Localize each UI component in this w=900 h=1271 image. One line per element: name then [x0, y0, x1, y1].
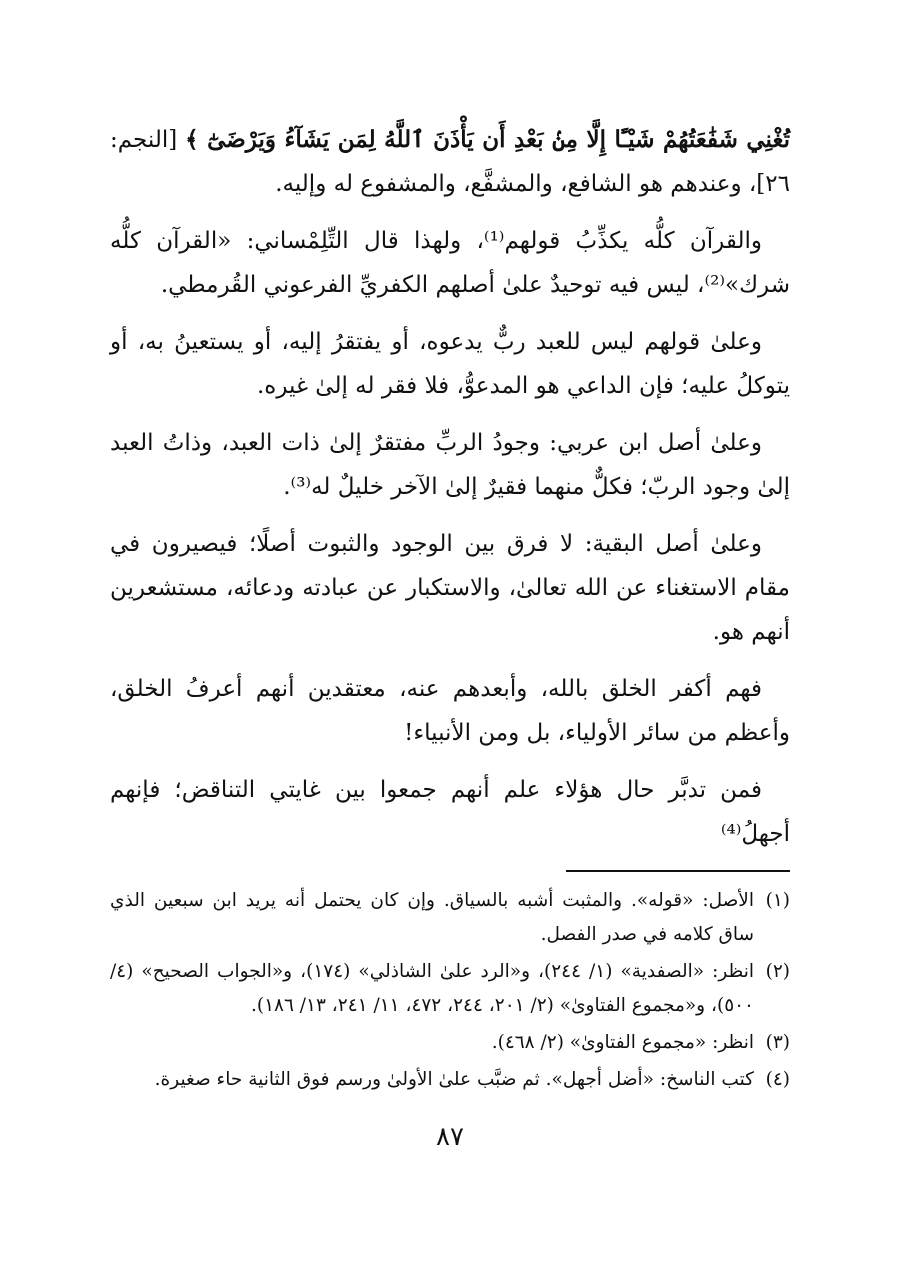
- footnote-text: انظر: «مجموع الفتاوىٰ» (٢/ ٤٦٨).: [491, 1032, 754, 1053]
- footnote-2: [110, 955, 790, 1023]
- footnotes: [110, 884, 790, 1100]
- page-number: ٨٧: [436, 1122, 464, 1152]
- footnote-number: (٢): [765, 961, 790, 982]
- footnote-number: (١): [765, 890, 790, 911]
- quran-verse: تُغْنِي شَفَٰعَتُهُمْ شَيْـًٔا إِلَّا مِنۢ بَعْدِ أَن يَأْذَنَ ٱللَّهُ لِمَن يَشَآءُ وَيَرْضَىٰٓ ﴾: [185, 126, 790, 153]
- paragraph-2: والقرآن كلُّه يكذِّبُ قولهم⁽¹⁾، ولهذا قال التِّلِمْساني: «القرآن كلُّه شرك»⁽²⁾، ليس فيه توحيدٌ علىٰ أصلهم الكفريِّ الفرعوني القُرمطي.: [110, 228, 790, 298]
- footnote-text: الأصل: «قوله». والمثبت أشبه بالسياق. وإن كان يحتمل أنه يريد ابن سبعين الذي ساق كلامه في صدر الفصل.: [110, 890, 754, 945]
- footnote-number: (٣): [765, 1032, 790, 1053]
- paragraph-7: فمن تدبَّر حال هؤلاء علم أنهم جمعوا بين غايتي التناقض؛ فإنهم أجهلُ⁽⁴⁾: [110, 777, 790, 847]
- paragraph-6: فهم أكفر الخلق بالله، وأبعدهم عنه، معتقدين أنهم أعرفُ الخلق، وأعظم من سائر الأولياء، بل ومن الأنبياء!: [110, 676, 790, 746]
- paragraph-1: [110, 118, 790, 206]
- footnote-4: [110, 1063, 790, 1097]
- footnote-text: كتب الناسخ: «أضل أجهل». ثم ضبَّب علىٰ الأولىٰ ورسم فوق الثانية حاء صغيرة.: [154, 1069, 754, 1090]
- main-text: [110, 118, 790, 869]
- paragraph-3: وعلىٰ قولهم ليس للعبد ربٌّ يدعوه، أو يفتقرُ إليه، أو يستعينُ به، أو يتوكلُ عليه؛ فإن الداعي هو المدعوُّ، فلا فقر له إلىٰ غيره.: [110, 329, 790, 399]
- footnote-separator: [566, 870, 790, 872]
- footnote-1: [110, 884, 790, 952]
- paragraph-1-text: [النجم: ٢٦]، وعندهم هو الشافع، والمشفَّع، والمشفوع له وإليه.: [110, 127, 790, 197]
- footnote-number: (٤): [765, 1069, 790, 1090]
- paragraph-4: وعلىٰ أصل ابن عربي: وجودُ الربِّ مفتقرٌ إلىٰ ذات العبد، وذاتُ العبد إلىٰ وجود الربّ؛ فكلٌّ منهما فقيرٌ إلىٰ الآخر خليلٌ له⁽³⁾.: [110, 430, 790, 500]
- footnote-3: [110, 1026, 790, 1060]
- footnote-text: انظر: «الصفدية» (١/ ٢٤٤)، و«الرد علىٰ الشاذلي» (١٧٤)، و«الجواب الصحيح» (٤/ ٥٠٠)، و«مجموع الفتاوىٰ» (٢/ ٢٠١، ٢٤٤، ٤٧٢، ١١/ ٢٤١، ١٣/ ١٨٦).: [110, 961, 754, 1016]
- paragraph-5: وعلىٰ أصل البقية: لا فرق بين الوجود والثبوت أصلًا؛ فيصيرون في مقام الاستغناء عن الله تعالىٰ، والاستكبار عن عبادته ودعائه، مستشعرين أنهم هو.: [110, 531, 790, 645]
